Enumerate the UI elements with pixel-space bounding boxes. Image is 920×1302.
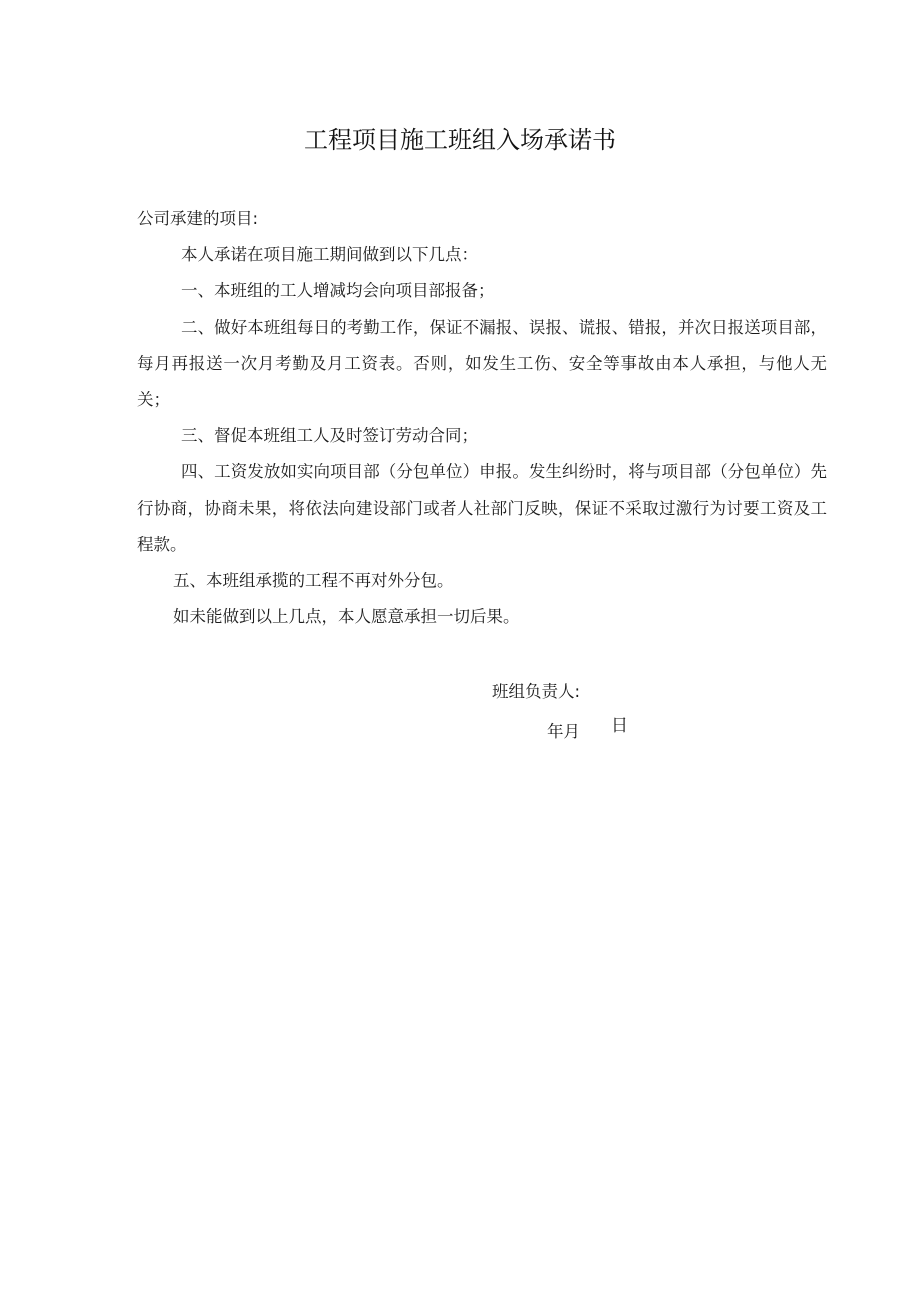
document-title: 工程项目施工班组入场承诺书 [304,126,616,154]
commitment-item-4: 四、工资发放如实向项目部（分包单位）申报。发生纠纷时，将与项目部（分包单位）先行协商，协商未果，将依法向建设部门或者人社部门反映，保证不采取过激行为讨要工资及工程款。 [137,462,827,554]
company-project-line: 公司承建的项目: [137,209,259,228]
date-year-month: 年月 [547,722,580,741]
commitment-intro: 本人承诺在项目施工期间做到以下几点： [181,245,478,265]
commitment-item-3: 三、督促本班组工人及时签订劳动合同； [181,426,478,446]
commitment-item-5: 五、本班组承揽的工程不再对外分包。 [173,571,454,591]
signature-label: 班组负责人: [492,682,581,701]
document-body [137,201,827,635]
closing-statement: 如未能做到以上几点，本人愿意承担一切后果。 [173,607,520,627]
commitment-item-2: 二、做好本班组每日的考勤工作，保证不漏报、误报、谎报、错报，并次日报送项目部，每月再报送一次月考勤及月工资表。否则，如发生工伤、安全等事故由本人承担，与他人无关； [137,317,827,410]
date-day: 日 [611,716,628,736]
commitment-item-1: 一、本班组的工人增减均会向项目部报备； [181,281,495,301]
